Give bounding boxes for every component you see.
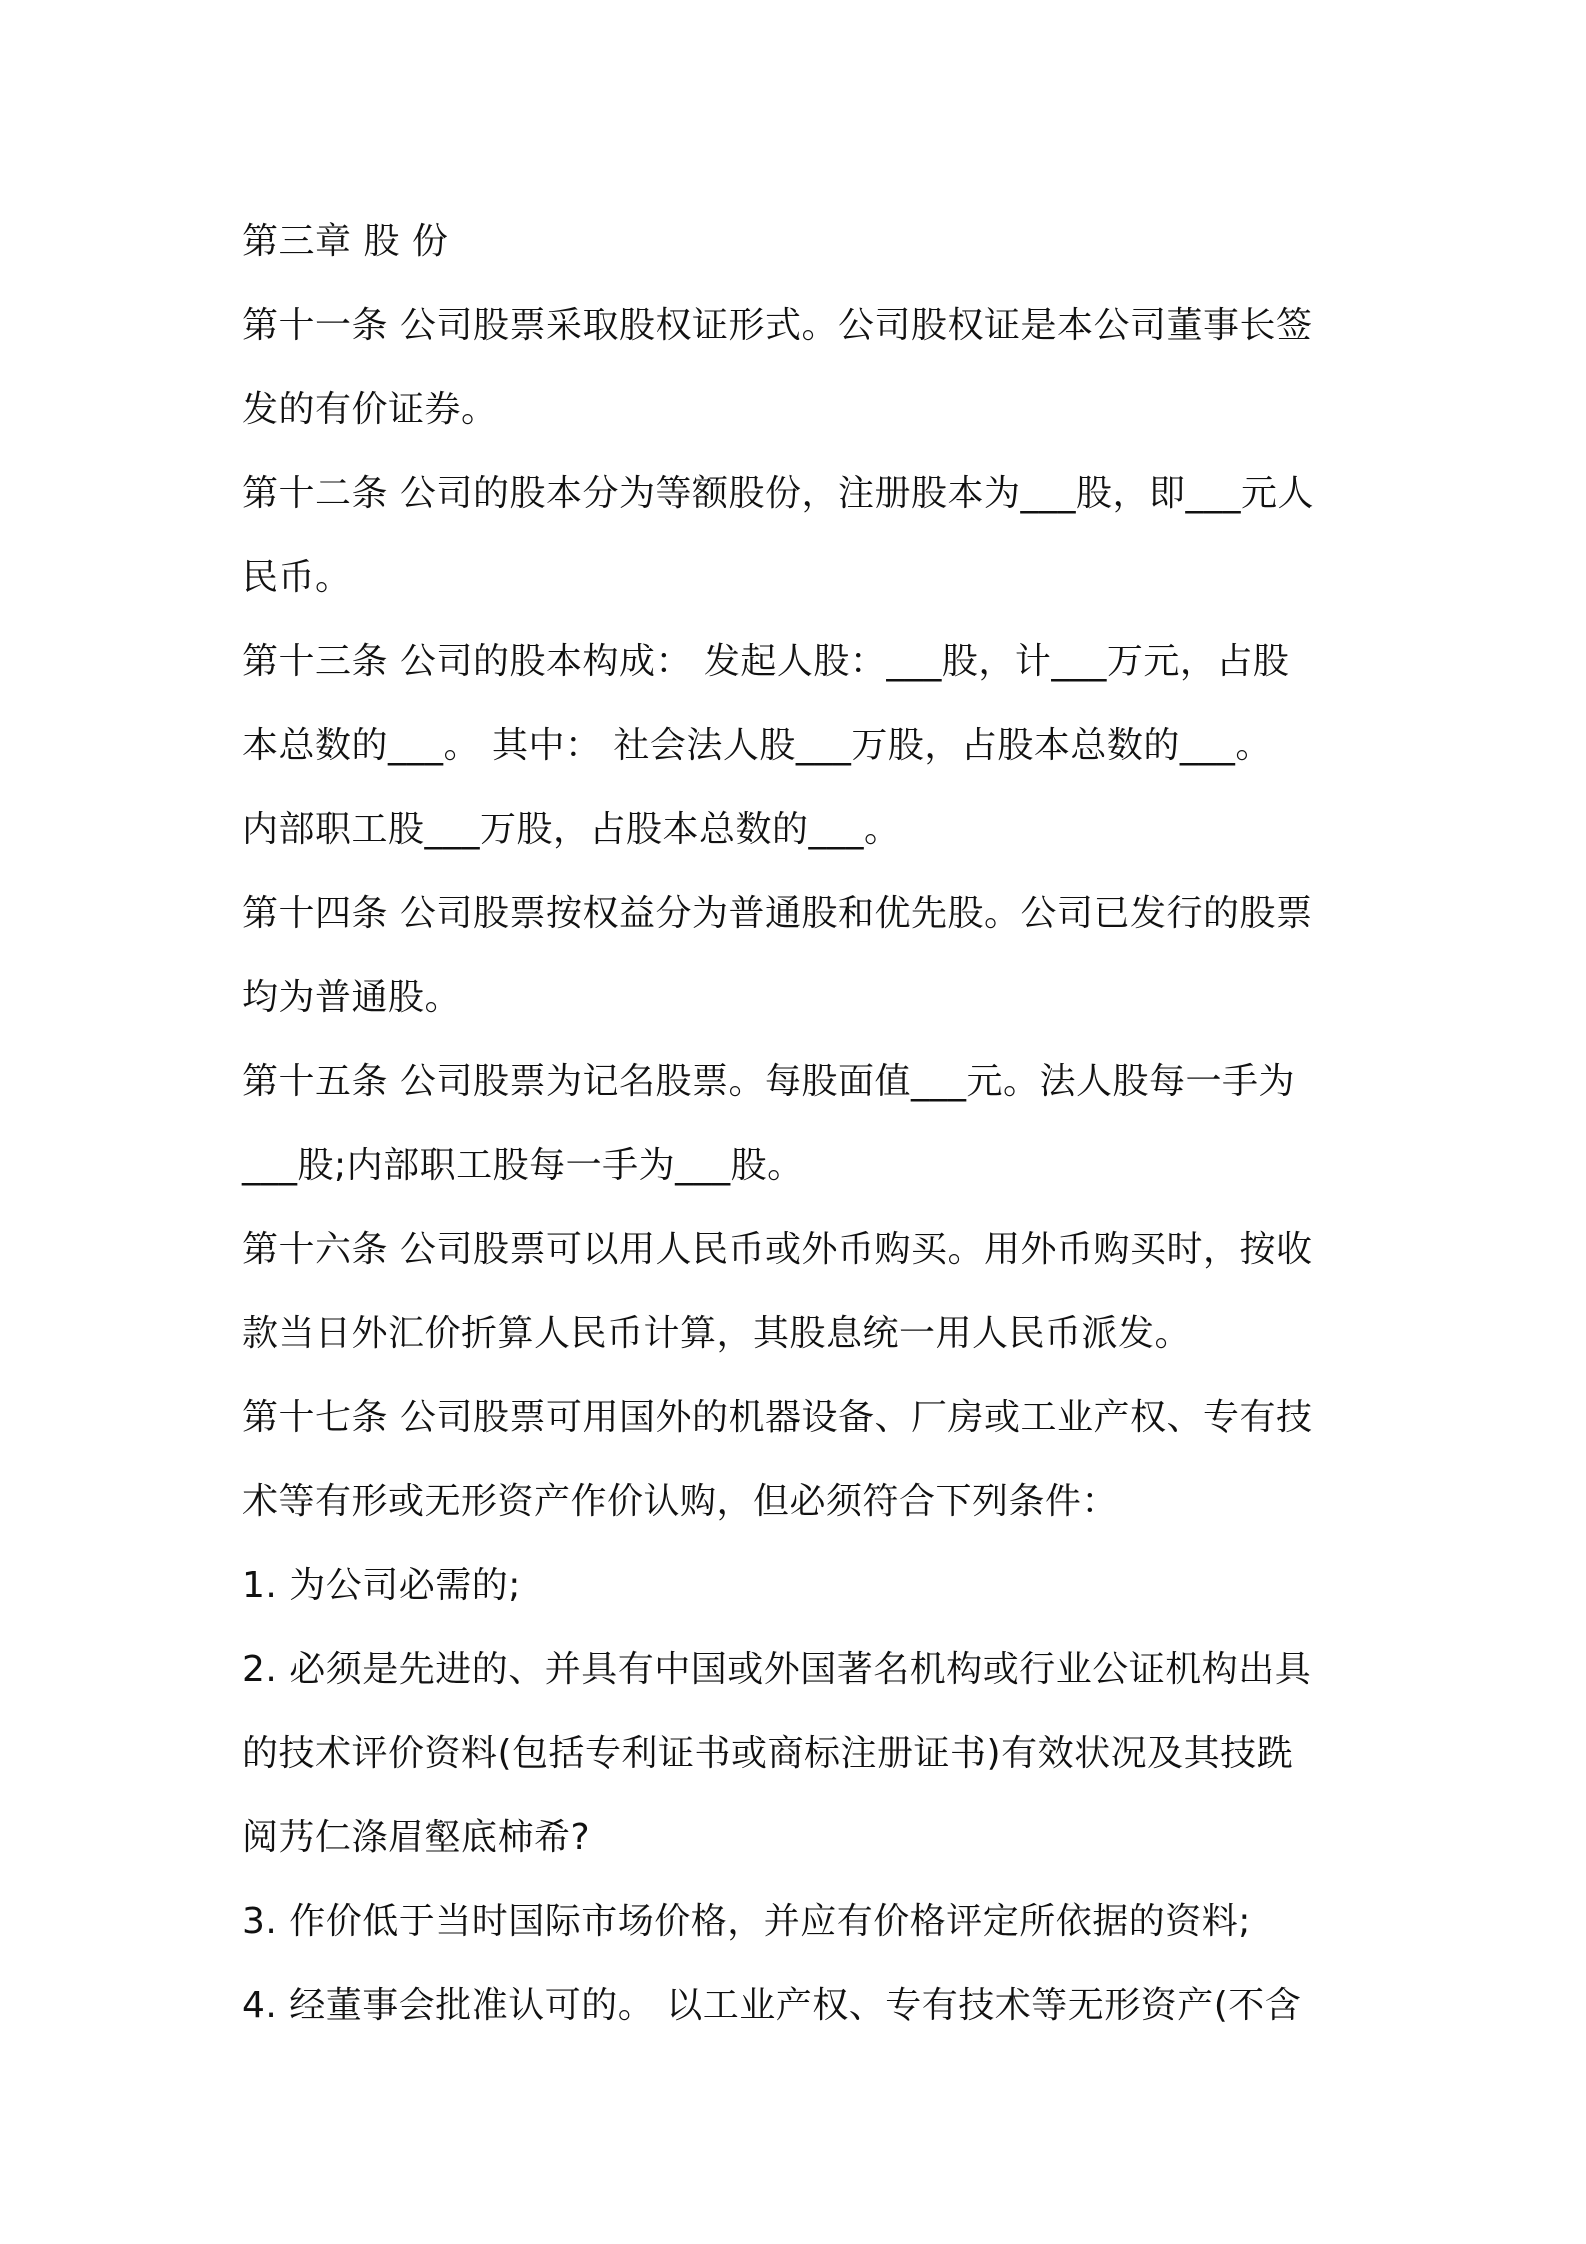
chapter-heading: 第三章 股 份 xyxy=(242,221,449,262)
article-17-line-2: 术等有形或无形资产作价认购，但必须符合下列条件： xyxy=(242,1481,1119,1522)
condition-4: 4. 经董事会批准认可的。 以工业产权、专有技术等无形资产(不含 xyxy=(242,1985,1302,2026)
article-14-line-1: 第十四条 公司股票按权益分为普通股和优先股。公司已发行的股票 xyxy=(242,893,1313,934)
article-13-line-3: 内部职工股___万股，占股本总数的___。 xyxy=(242,809,901,850)
condition-2-line-3: 阅艿仁涤眉壑底柿希? xyxy=(242,1817,591,1858)
article-11-line-1: 第十一条 公司股票采取股权证形式。公司股权证是本公司董事长签 xyxy=(242,305,1313,346)
article-16-line-2: 款当日外汇价折算人民币计算，其股息统一用人民币派发。 xyxy=(242,1313,1192,1354)
article-15-line-2: ___股;内部职工股每一手为___股。 xyxy=(242,1145,804,1186)
article-12-line-1: 第十二条 公司的股本分为等额股份，注册股本为___股，即___元人 xyxy=(242,473,1314,514)
article-13-line-1: 第十三条 公司的股本构成： 发起人股：___股，计___万元，占股 xyxy=(242,641,1290,682)
article-17-line-1: 第十七条 公司股票可用国外的机器设备、厂房或工业产权、专有技 xyxy=(242,1397,1313,1438)
article-16-line-1: 第十六条 公司股票可以用人民币或外币购买。用外币购买时，按收 xyxy=(242,1229,1313,1270)
article-13-line-2: 本总数的___。 其中： 社会法人股___万股，占股本总数的___。 xyxy=(242,725,1272,766)
condition-3: 3. 作价低于当时国际市场价格，并应有价格评定所依据的资料; xyxy=(242,1901,1251,1942)
article-14-line-2: 均为普通股。 xyxy=(242,977,462,1018)
article-11-line-2: 发的有价证券。 xyxy=(242,389,498,430)
document-body xyxy=(242,200,1362,2048)
article-15-line-1: 第十五条 公司股票为记名股票。每股面值___元。法人股每一手为 xyxy=(242,1061,1295,1102)
condition-2-line-2: 的技术评价资料(包括专利证书或商标注册证书)有效状况及其技跣 xyxy=(242,1733,1294,1774)
condition-1: 1. 为公司必需的; xyxy=(242,1565,521,1606)
article-12-line-2: 民币。 xyxy=(242,557,352,598)
condition-2-line-1: 2. 必须是先进的、并具有中国或外国著名机构或行业公证机构出具 xyxy=(242,1649,1312,1690)
